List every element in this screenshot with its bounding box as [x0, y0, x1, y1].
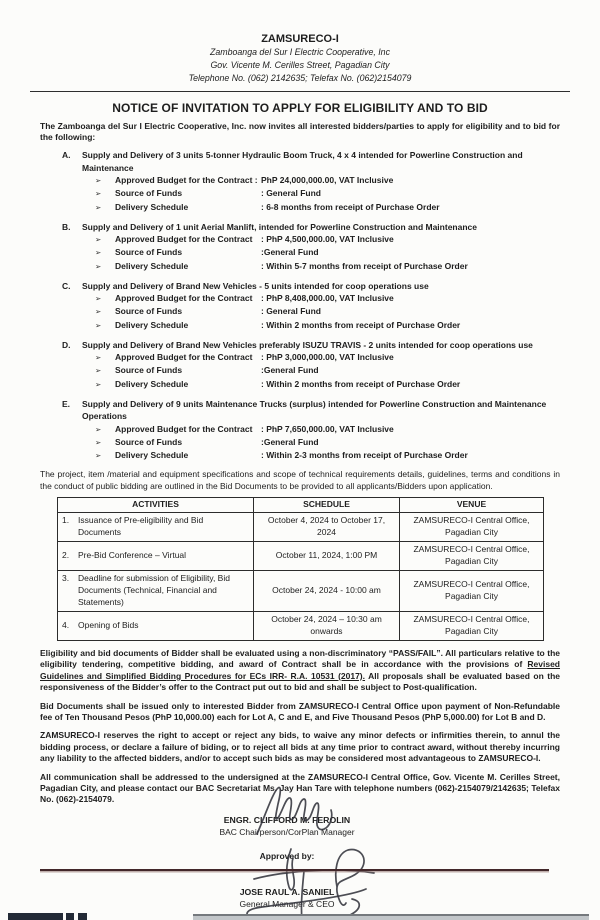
lot-detail-row	[95, 319, 560, 332]
cell-venue: ZAMSURECO-I Central Office, Pagadian City	[400, 611, 544, 640]
detail-label: Delivery Schedule	[115, 378, 189, 389]
detail-label: Delivery Schedule	[115, 260, 189, 271]
letterhead-divider	[30, 91, 570, 92]
letterhead	[0, 0, 600, 85]
arrow-bullet-icon: ➢	[95, 202, 102, 212]
lot-heading-row	[62, 339, 560, 351]
arrow-bullet-icon: ➢	[95, 366, 102, 376]
first-signatory-title: BAC Chairperson/CorPlan Manager	[219, 826, 355, 837]
evaluation-paragraph	[40, 648, 560, 694]
cell-activity	[58, 512, 254, 541]
lot-detail-row	[95, 449, 560, 462]
lot-detail-row	[95, 351, 560, 364]
cell-activity	[58, 541, 254, 570]
lot-heading: Supply and Delivery of 9 units Maintenance Trucks (surplus) intended for Powerline Construction and Maintenance Operations	[82, 398, 547, 422]
lot-details	[95, 233, 560, 273]
detail-label: Approved Budget for the Contract	[115, 423, 253, 434]
first-signatory-name: ENGR. CLIFFORD M. FEROLIN	[223, 814, 351, 825]
detail-value: : PhP 3,000,000.00, VAT Inclusive	[261, 352, 394, 363]
cell-schedule: October 4, 2024 to October 17, 2024	[254, 512, 400, 541]
org-address: Gov. Vicente M. Cerilles Street, Pagadian City	[210, 60, 390, 70]
table-body	[58, 512, 544, 640]
detail-label: Delivery Schedule	[115, 201, 189, 212]
table-row	[58, 512, 544, 541]
col-header-schedule: SCHEDULE	[254, 498, 400, 513]
lot-letter: D.	[62, 339, 71, 350]
arrow-bullet-icon: ➢	[95, 294, 102, 304]
detail-value: : Within 2 months from receipt of Purchase Order	[261, 378, 461, 389]
arrow-bullet-icon: ➢	[95, 353, 102, 363]
detail-value: : PhP 7,650,000.00, VAT Inclusive	[261, 423, 394, 434]
evaluation-text-underlined: Revised Guidelines and Simplified Bidding Procedures for ECs IRR- R.A. 10531 (2017).	[40, 659, 560, 681]
signature-block	[137, 815, 437, 910]
detail-label: Approved Budget for the Contract	[115, 293, 253, 304]
cell-venue: ZAMSURECO-I Central Office, Pagadian City	[400, 512, 544, 541]
cell-activity	[58, 611, 254, 640]
lot-detail-row	[95, 436, 560, 449]
notice-title: NOTICE OF INVITATION TO APPLY FOR ELIGIBILITY AND TO BID	[112, 101, 488, 115]
lot-detail-row	[95, 378, 560, 391]
lot-detail-row	[95, 233, 560, 246]
table-row	[58, 611, 544, 640]
row-number: 3.	[62, 573, 70, 584]
lot-detail-row	[95, 201, 560, 214]
lot-item	[62, 398, 560, 462]
lot-letter: B.	[62, 221, 71, 232]
scan-artifact	[193, 914, 589, 920]
row-number: 1.	[62, 515, 70, 526]
detail-value: :General Fund	[261, 247, 319, 258]
lot-details	[95, 292, 560, 332]
lot-heading: Supply and Delivery of 1 unit Aerial Manlift, intended for Powerline Construction and Maintenance	[82, 221, 477, 232]
second-signatory-title: General Manager & CEO	[239, 898, 335, 909]
lot-detail-row	[95, 292, 560, 305]
arrow-bullet-icon: ➢	[95, 320, 102, 330]
activity-text: Pre-Bid Conference – Virtual	[78, 550, 187, 561]
cell-schedule: October 24, 2024 – 10:30 am onwards	[254, 611, 400, 640]
schedule-table	[57, 497, 544, 641]
detail-value: :General Fund	[261, 365, 319, 376]
cell-schedule: October 24, 2024 - 10:00 am	[254, 570, 400, 611]
lot-letter: C.	[62, 280, 71, 291]
row-number: 4.	[62, 620, 70, 631]
detail-label: Source of Funds	[115, 306, 183, 317]
arrow-bullet-icon: ➢	[95, 307, 102, 317]
detail-value: : General Fund	[261, 306, 321, 317]
lot-details	[95, 174, 560, 214]
detail-value: : 6-8 months from receipt of Purchase Order	[261, 201, 440, 212]
activity-text: Deadline for submission of Eligibility, Bid Documents (Technical, Financial and Statements)	[78, 573, 230, 607]
approved-by-label: Approved by:	[259, 850, 315, 861]
lot-heading: Supply and Delivery of 3 units 5-tonner Hydraulic Boom Truck, 4 x 4 intended for Powerline Construction and Maintenance	[82, 150, 523, 173]
org-name: ZAMSURECO-I	[261, 33, 339, 45]
second-signatory-name: JOSE RAUL A. SANIEL	[239, 886, 335, 897]
cell-activity	[58, 570, 254, 611]
scan-artifact	[78, 913, 87, 920]
bid-documents-paragraph: Bid Documents shall be issued only to interested Bidder from ZAMSURECO-I Central Office upon payment of Non-Refundable fee of Ten Thousand Pesos (PhP 10,000.00) each for Lot A, C and E, and Five Thousand Pesos (PhP 5,000.00) for Lot B and D.	[40, 700, 560, 722]
row-number: 2.	[62, 550, 70, 561]
arrow-bullet-icon: ➢	[95, 261, 102, 271]
lots-list	[62, 149, 560, 462]
table-row	[58, 541, 544, 570]
activity-text: Issuance of Pre-eligibility and Bid Documents	[78, 515, 204, 537]
table-row	[58, 570, 544, 611]
detail-value: : PhP 8,408,000.00, VAT Inclusive	[261, 293, 394, 304]
lot-heading-row	[62, 221, 560, 233]
evaluation-text-before: Eligibility and bid documents of Bidder shall be evaluated using a non-discriminatory “PASS/FAIL”. All particulars relative to the eligibility tendering, competitive bidding, and award of Contract shall be in accordance with the provisions of	[40, 647, 560, 670]
detail-value: : Within 2 months from receipt of Purchase Order	[261, 319, 461, 330]
arrow-bullet-icon: ➢	[95, 235, 102, 245]
bottom-page-divider	[40, 869, 549, 871]
detail-label: Source of Funds	[115, 365, 183, 376]
lot-item	[62, 221, 560, 273]
intro-paragraph: The Zamboanga del Sur I Electric Cooperative, Inc. now invites all interested bidders/parties to apply for eligibility and to bid for the following:	[40, 121, 560, 143]
cell-venue: ZAMSURECO-I Central Office, Pagadian City	[400, 570, 544, 611]
lot-heading: Supply and Delivery of Brand New Vehicles - 5 units intended for coop operations use	[82, 280, 429, 291]
activity-text: Opening of Bids	[78, 620, 139, 631]
arrow-bullet-icon: ➢	[95, 437, 102, 447]
detail-label: Approved Budget for the Contract :	[115, 175, 258, 186]
org-phone: Telephone No. (062) 2142635; Telefax No. (062)2154079	[188, 73, 412, 83]
lot-letter: A.	[62, 150, 71, 161]
lot-detail-row	[95, 423, 560, 436]
cell-schedule: October 11, 2024, 1:00 PM	[254, 541, 400, 570]
arrow-bullet-icon: ➢	[95, 189, 102, 199]
lot-item	[62, 280, 560, 332]
lot-detail-row	[95, 246, 560, 259]
col-header-activities: ACTIVITIES	[58, 498, 254, 513]
arrow-bullet-icon: ➢	[95, 176, 102, 186]
lot-heading-row	[62, 398, 560, 423]
col-header-venue: VENUE	[400, 498, 544, 513]
evaluation-text-after: All proposals shall be evaluated based on the responsiveness of the Bidder’s offer to the Contract put out to bid and shall be subject to Post-qualification.	[40, 670, 560, 693]
arrow-bullet-icon: ➢	[95, 248, 102, 258]
org-full-name: Zamboanga del Sur I Electric Cooperative, Inc	[210, 47, 390, 57]
lot-detail-row	[95, 174, 560, 187]
lot-heading-row	[62, 149, 560, 174]
project-paragraph: The project, item /material and equipment specifications and scope of technical requirements details, guidelines, terms and conditions in the conduct of public bidding are outlined in the Bid Documents to be provided to all applicants/Bidders upon application.	[40, 469, 560, 491]
reservation-paragraph: ZAMSURECO-I reserves the right to accept or reject any bids, to waive any minor defects or infirmities therein, to annul the bidding process, or declare a failure of biding, or to reject all bids at any time prior to contract award, without thereby incurring any liability to the affected bidders, and/or to accept such bids as may be considered most advantageous to ZAMSURECO-I.	[40, 730, 560, 764]
detail-label: Approved Budget for the Contract	[115, 234, 253, 245]
arrow-bullet-icon: ➢	[95, 379, 102, 389]
detail-value: : Within 2-3 months from receipt of Purchase Order	[261, 450, 468, 461]
communication-paragraph: All communication shall be addressed to the undersigned at the ZAMSURECO-I Central Office, Gov. Vicente M. Cerilles Street, Pagadian City, and please contact our BAC Secretariat Ms. Jay Han Tare with telephone numbers (062)-2154079/2142635; Telefax No. (062)-2154079.	[40, 771, 560, 805]
lot-detail-row	[95, 260, 560, 273]
detail-value: : PhP 4,500,000.00, VAT Inclusive	[261, 234, 394, 245]
lot-details	[95, 423, 560, 463]
table-header-row	[58, 498, 544, 513]
detail-label: Source of Funds	[115, 436, 183, 447]
cell-venue: ZAMSURECO-I Central Office, Pagadian City	[400, 541, 544, 570]
detail-value: : Within 5-7 months from receipt of Purchase Order	[261, 260, 468, 271]
detail-value: :General Fund	[261, 436, 319, 447]
lot-detail-row	[95, 305, 560, 318]
lot-item	[62, 149, 560, 213]
arrow-bullet-icon: ➢	[95, 424, 102, 434]
lot-item	[62, 339, 560, 391]
lot-heading: Supply and Delivery of Brand New Vehicles preferably ISUZU TRAVIS - 2 units intended for coop operations use	[82, 339, 533, 350]
scan-artifact	[8, 913, 63, 920]
arrow-bullet-icon: ➢	[95, 451, 102, 461]
lot-detail-row	[95, 187, 560, 200]
detail-value: : General Fund	[261, 188, 321, 199]
detail-label: Source of Funds	[115, 247, 183, 258]
lot-details	[95, 351, 560, 391]
detail-label: Source of Funds	[115, 188, 183, 199]
lot-letter: E.	[62, 398, 71, 409]
lot-detail-row	[95, 364, 560, 377]
detail-value: PhP 24,000,000.00, VAT Inclusive	[261, 175, 394, 186]
detail-label: Delivery Schedule	[115, 450, 189, 461]
detail-label: Approved Budget for the Contract	[115, 352, 253, 363]
scan-artifact	[66, 913, 74, 920]
detail-label: Delivery Schedule	[115, 319, 189, 330]
lot-heading-row	[62, 280, 560, 292]
